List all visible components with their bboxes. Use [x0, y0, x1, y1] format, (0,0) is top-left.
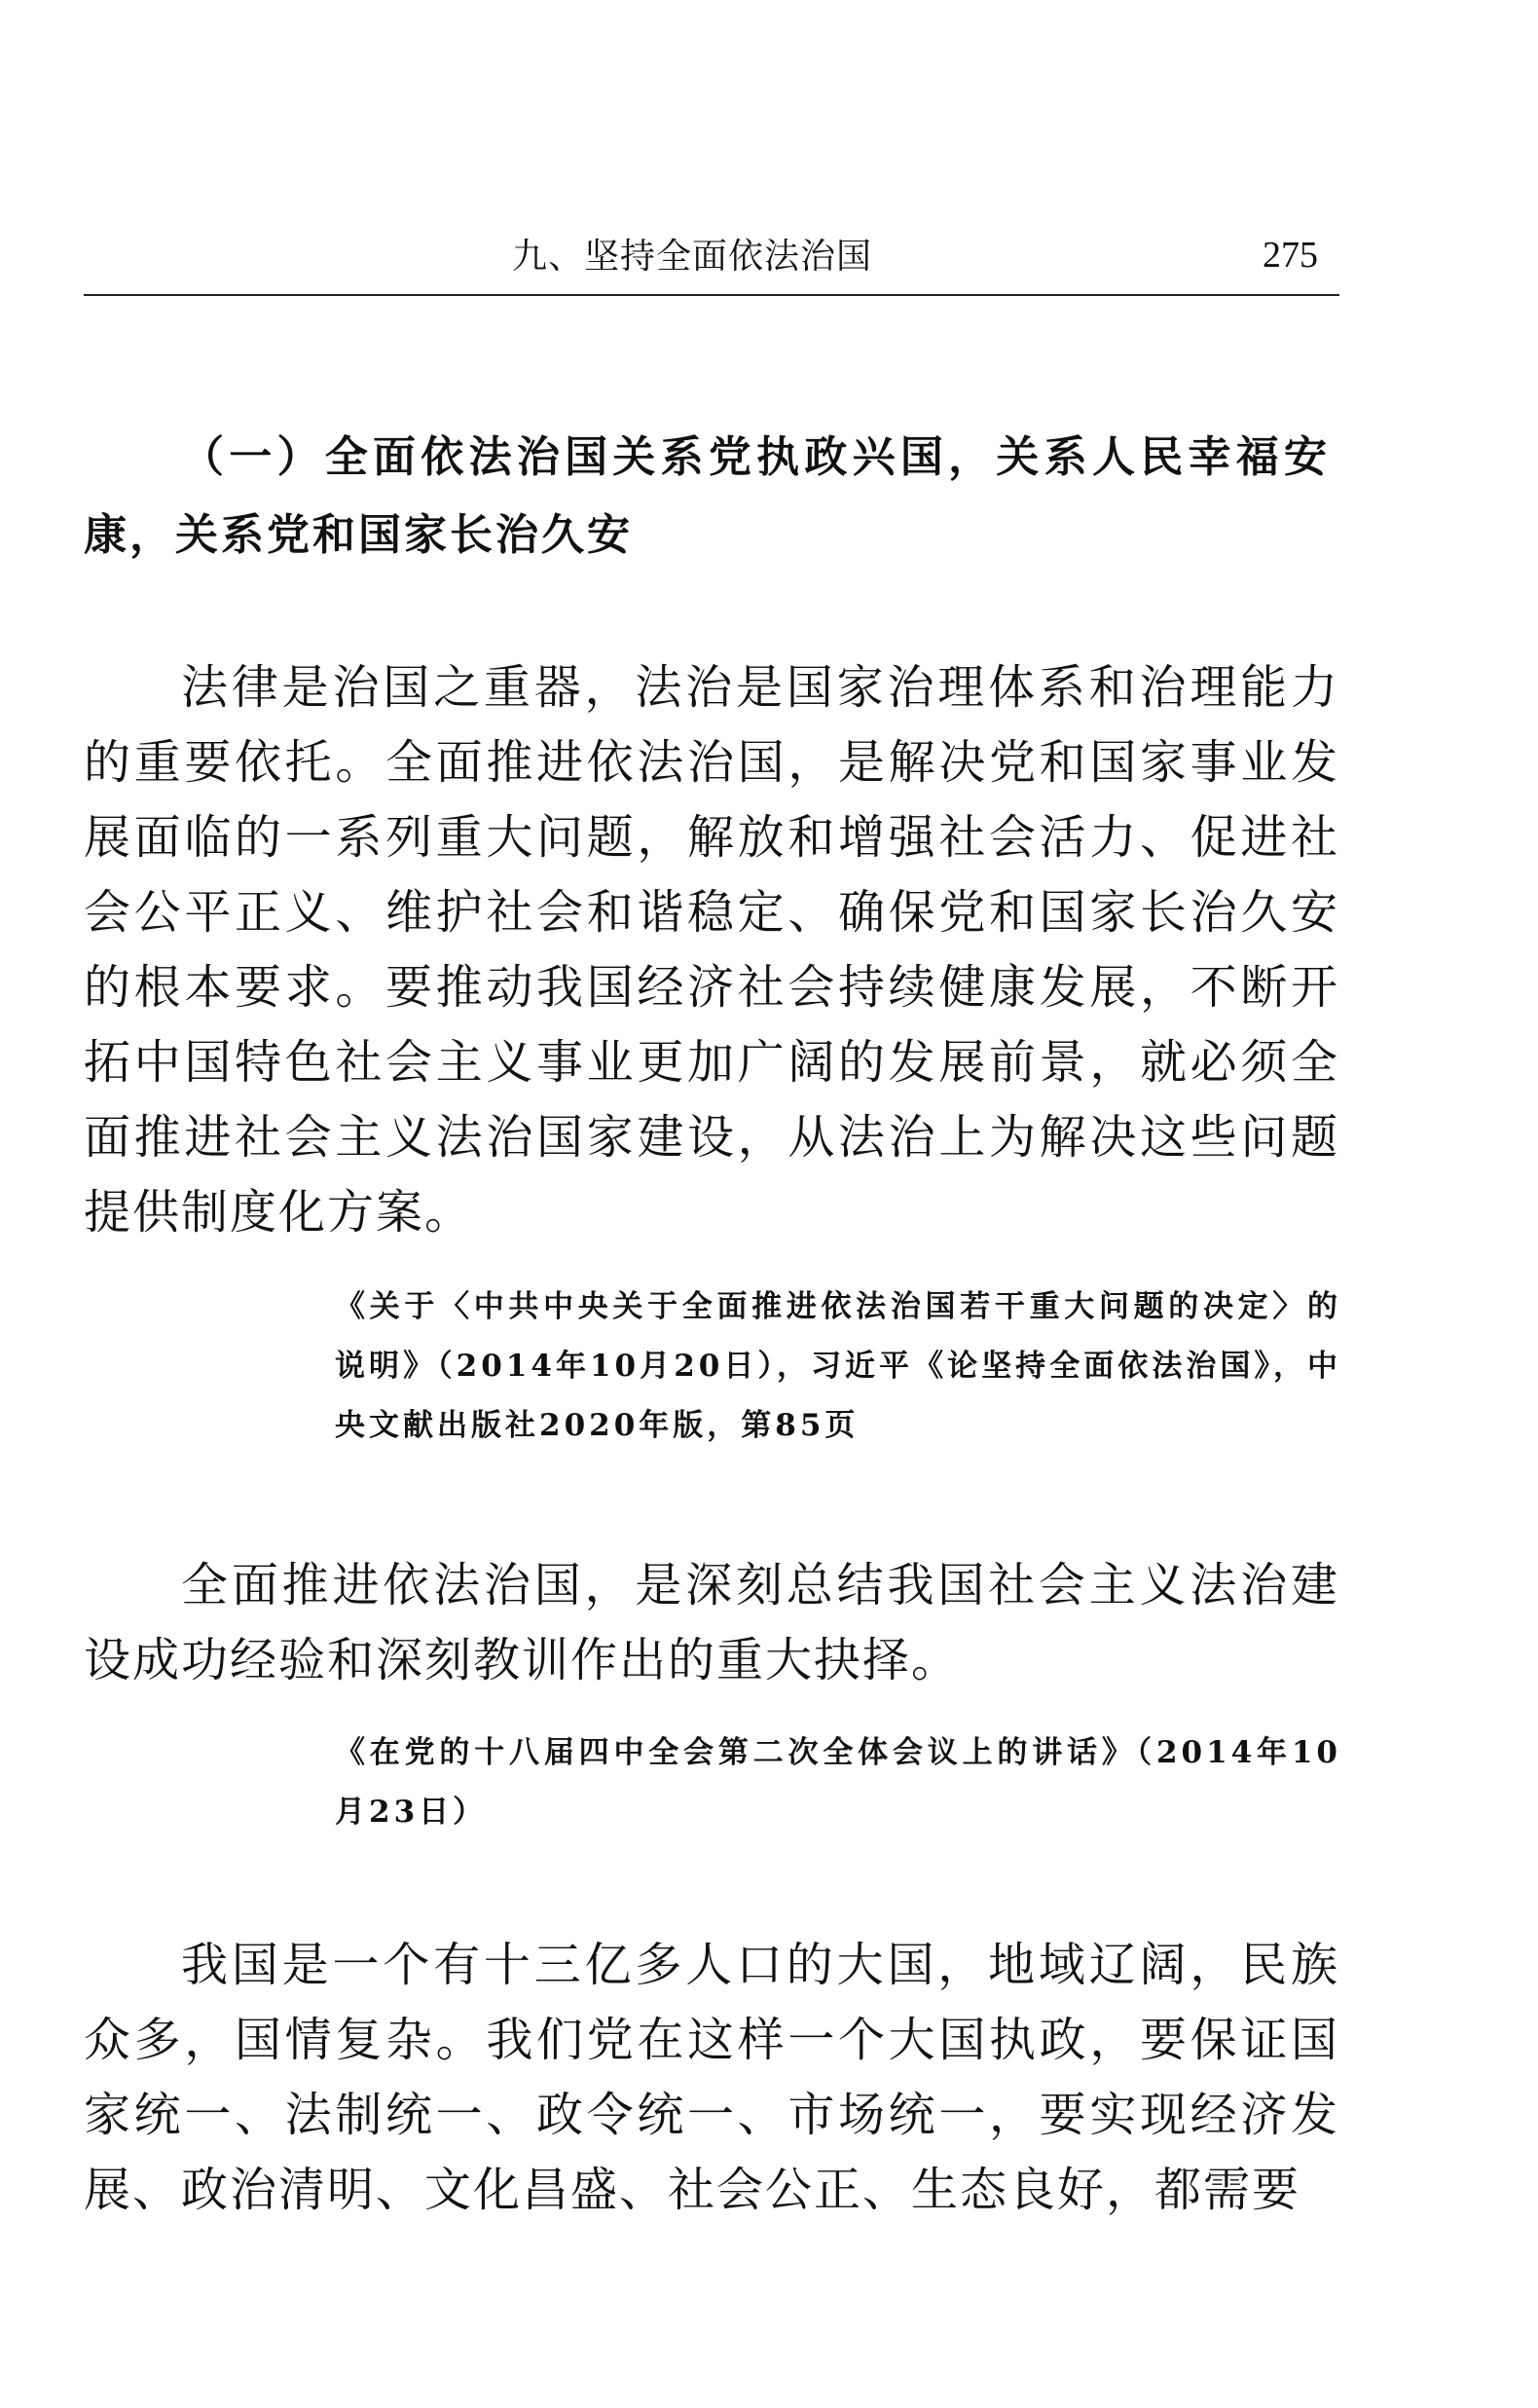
body-paragraph: 全面推进依法治国，是深刻总结我国社会主义法治建设成功经验和深刻教训作出的重大抉择。 — [84, 1558, 1339, 1687]
page-number: 275 — [1263, 235, 1318, 276]
body-paragraph: 法律是治国之重器，法治是国家治理体系和治理能力的重要依托。全面推进依法治国，是解决党和国家事业发展面临的一系列重大问题，解放和增强社会活力、促进社会公平正义、维护社会和谐稳定、确保党和国家长治久安的根本要求。要推动我国经济社会持续健康发展，不断开拓中国特色社会主义事业更加广阔的发展前景，就必须全面推进社会主义法治国家建设，从法治上为解决这些问题提供制度化方案。 — [84, 660, 1339, 1240]
book-page — [84, 0, 1339, 2408]
running-header — [84, 226, 1339, 296]
source-citation: 《在党的十八届四中全会第二次全体会议上的讲话》（2014年10月23日） — [335, 1735, 1341, 1830]
chapter-title: 九、坚持全面依法治国 — [512, 237, 873, 277]
body-paragraph: 我国是一个有十三亿多人口的大国，地域辽阔，民族众多，国情复杂。我们党在这样一个大国执政，要保证国家统一、法制统一、政令统一、市场统一，要实现经济发展、政治清明、文化昌盛、社会公正、生态良好，都需要 — [84, 1938, 1339, 2217]
source-citation: 《关于〈中共中央关于全面推进依法治国若干重大问题的决定〉的说明》（2014年10月20日），习近平《论坚持全面依法治国》，中央文献出版社2020年版，第85页 — [335, 1289, 1341, 1443]
section-heading: （一）全面依法治国关系党执政兴国，关系人民幸福安康，关系党和国家长治久安 — [84, 432, 1330, 560]
